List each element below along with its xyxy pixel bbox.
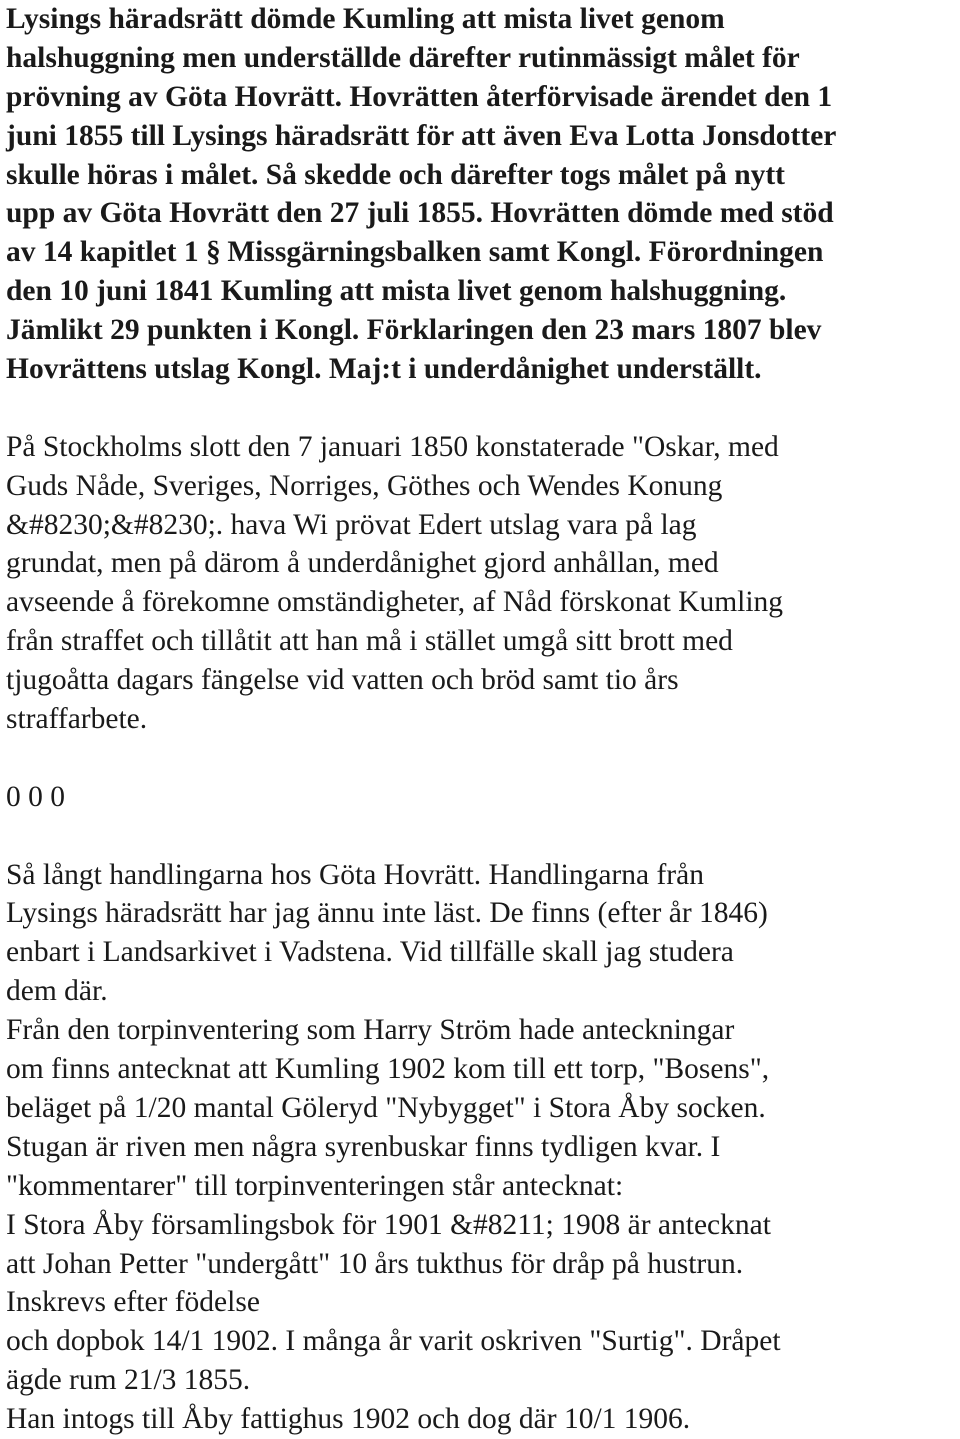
text-line: beläget på 1/20 mantal Göleryd "Nybygget" i Stora Åby socken. <box>6 1091 766 1124</box>
text-line: juni 1855 till Lysings häradsrätt för att även Eva Lotta Jonsdotter <box>6 119 837 152</box>
text-line: Från den torpinventering som Harry Ström hade anteckningar <box>6 1014 735 1047</box>
paragraph-gap <box>6 389 954 428</box>
separator-block <box>6 778 954 817</box>
text-line: upp av Göta Hovrätt den 27 juli 1855. Hovrätten dömde med stöd <box>6 197 834 230</box>
text-fragment: av 14 kapitlet 1 <box>6 236 199 269</box>
text-fragment: Missgärningsbalken samt Kongl. Förordningen <box>227 236 824 269</box>
section-separator: 0 0 0 <box>6 780 65 813</box>
text-line: skulle höras i målet. Så skedde och därefter togs målet på nytt <box>6 158 785 191</box>
text-line: Stugan är riven men några syrenbuskar finns tydligen kvar. I <box>6 1130 721 1163</box>
paragraph-gap <box>6 817 954 856</box>
paragraph-gap <box>6 739 954 778</box>
text-line: I Stora Åby församlingsbok för 1901 &#8211; 1908 är antecknat <box>6 1208 771 1241</box>
text-line: straffarbete. <box>6 703 148 736</box>
text-line: På Stockholms slott den 7 januari 1850 konstaterade "Oskar, med <box>6 430 779 463</box>
text-line: Guds Nåde, Sveriges, Norriges, Göthes och Wendes Konung <box>6 469 723 502</box>
text-line: Jämlikt 29 punkten i Kongl. Förklaringen den 23 mars 1807 blev <box>6 314 822 347</box>
text-line: dem där. <box>6 975 108 1008</box>
section-sign: § <box>205 236 221 269</box>
text-line: den 10 juni 1841 Kumling att mista livet genom halshuggning. <box>6 275 787 308</box>
text-line: att Johan Petter "undergått" 10 års tukthus för dråp på hustrun. <box>6 1247 744 1280</box>
text-line: om finns antecknat att Kumling 1902 kom till ett torp, "Bosens", <box>6 1053 770 1086</box>
text-line: Inskrevs efter födelse <box>6 1286 260 1319</box>
text-line: Så långt handlingarna hos Göta Hovrätt. Handlingarna från <box>6 858 704 891</box>
text-line: Lysings häradsrätt dömde Kumling att mista livet genom <box>6 3 725 35</box>
text-line-with-section-sign <box>6 233 954 272</box>
text-line: avseende å förekomne omständigheter, af Nåd förskonat Kumling <box>6 586 784 619</box>
text-line: ägde rum 21/3 1855. <box>6 1364 251 1397</box>
text-line: tjugoåtta dagars fängelse vid vatten och bröd samt tio års <box>6 664 679 697</box>
text-line: halshuggning men underställde därefter rutinmässigt målet för <box>6 41 800 74</box>
text-line: &#8230;&#8230;. hava Wi prövat Edert utslag vara på lag <box>6 508 697 541</box>
text-line: enbart i Landsarkivet i Vadstena. Vid tillfälle skall jag studera <box>6 936 734 969</box>
text-line: och dopbok 14/1 1902. I många år varit oskriven "Surtig". Dråpet <box>6 1325 781 1358</box>
text-line: Lysings häradsrätt har jag ännu inte läst. De finns (efter år 1846) <box>6 897 768 930</box>
text-line: från straffet och tillåtit att han må i stället umgå sitt brott med <box>6 625 733 658</box>
text-line: Han intogs till Åby fattighus 1902 och dog där 10/1 1906. <box>6 1403 691 1436</box>
text-line: "kommentarer" till torpinventeringen står antecknat: <box>6 1169 624 1202</box>
paragraph-verdict <box>6 0 954 389</box>
text-line: prövning av Göta Hovrätt. Hovrätten återförvisade ärendet den 1 <box>6 80 833 113</box>
paragraph-notes <box>6 856 954 1439</box>
paragraph-royal-decision <box>6 428 954 739</box>
text-line: Hovrättens utslag Kongl. Maj:t i underdånighet underställt. <box>6 353 762 386</box>
text-line: grundat, men på därom å underdånighet gjord anhållan, med <box>6 547 719 580</box>
